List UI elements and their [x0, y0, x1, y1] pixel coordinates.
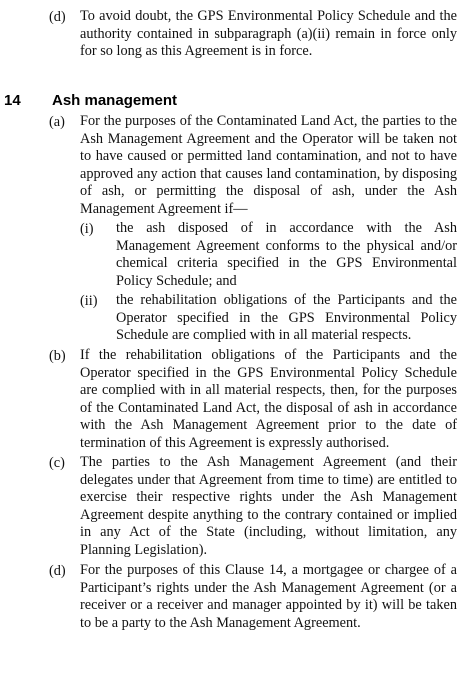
item-a-text: For the purposes of the Contaminated Land Act, the parties to the Ash Management Agreement and the Operator will be taken not to have caused or permitted land contamination, and not to have approved any action that causes land contamination, by disposing of ash, or permitting the disposal of ash, under the Ash Management Agreement if—	[80, 113, 457, 217]
item-b-marker: (b)	[49, 348, 66, 364]
item-d-marker: (d)	[49, 563, 66, 579]
item-d-text: For the purposes of this Clause 14, a mortgagee or chargee of a Participant’s rights under the Ash Management Agreement (or a receiver or a receiver and manager appointed by it) will be taken to be a party to the Ash Management Agreement.	[80, 562, 457, 631]
item-a-i-marker: (i)	[80, 221, 94, 237]
item-c-text: The parties to the Ash Management Agreement (and their delegates under that Agreement from time to time) are entitled to exercise their respective rights under the Ash Management Agreement despite anything to the contrary contained or implied in any Act of the State (including, without limitation, any Planning Legislation).	[80, 454, 457, 558]
item-c-marker: (c)	[49, 455, 65, 471]
item-a-ii-marker: (ii)	[80, 293, 98, 309]
item-b-text: If the rehabilitation obligations of the Participants and the Operator specified in the GPS Environmental Policy Schedule are complied with in all material respects, then, for the purposes of the Contaminated Land Act, the disposal of ash in accordance with the Ash Management Agreement prior to the date of termination of this Agreement is expressly authorised.	[80, 347, 457, 451]
item-a-marker: (a)	[49, 114, 65, 130]
prev-item-text: To avoid doubt, the GPS Environmental Policy Schedule and the authority contained in subparagraph (a)(ii) remain in force only for so long as this Agreement is in force.	[80, 8, 457, 60]
item-a-i-text: the ash disposed of in accordance with the Ash Management Agreement conforms to the physical and/or chemical criteria specified in the GPS Environmental Policy Schedule; and	[116, 220, 457, 289]
prev-item-marker: (d)	[49, 9, 66, 25]
clause-title: Ash management	[52, 92, 178, 109]
clause-number: 14	[4, 92, 21, 109]
item-a-ii-text: the rehabilitation obligations of the Participants and the Operator specified in the GPS Environmental Policy Schedule are complied with in all material respects.	[116, 292, 457, 344]
